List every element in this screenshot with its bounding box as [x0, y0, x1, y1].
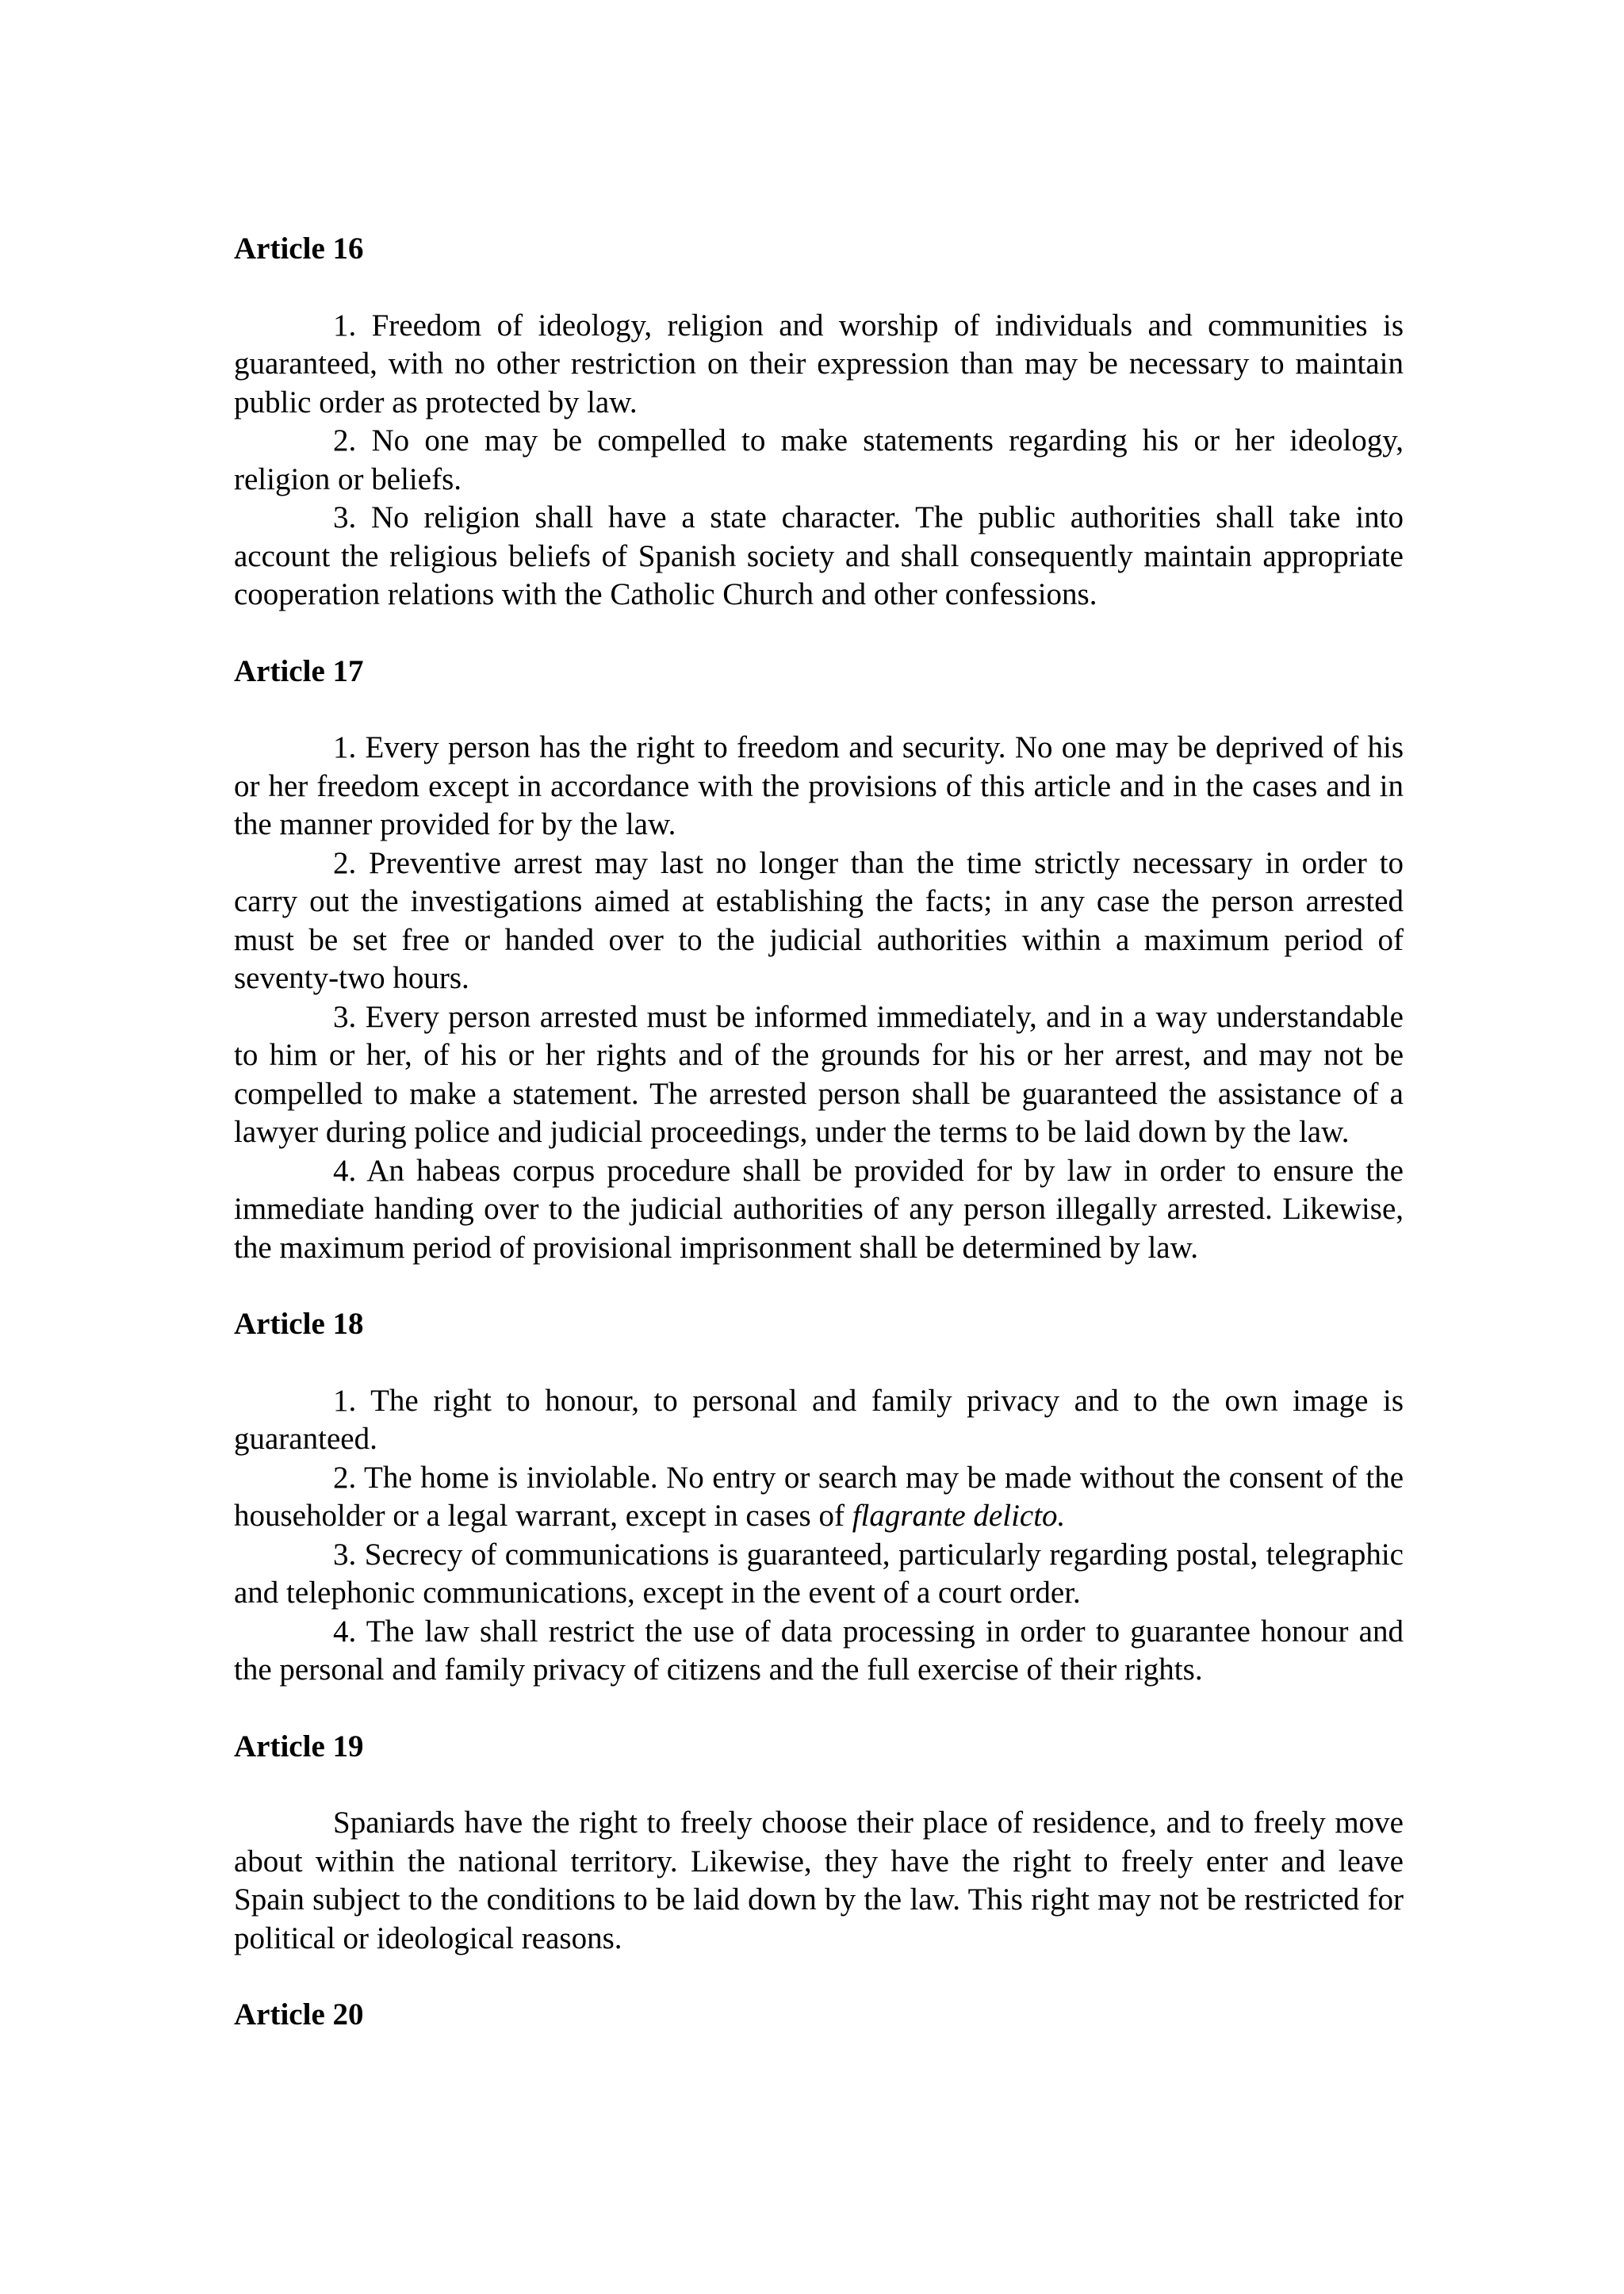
article-paragraph: 4. The law shall restrict the use of data processing in order to guarantee honour and the personal and family privacy of citizens and the full exercise of their rights. [234, 1614, 1404, 1687]
document-body [234, 230, 1404, 2073]
article-heading: Article 18 [234, 1307, 364, 1341]
article-paragraph: Spaniards have the right to freely choose their place of residence, and to freely move about within the national territory. Likewise, they have the right to freely enter and leave Spain subject to the conditions to be laid down by the law. This right may not be restricted for political or ideological reasons. [234, 1806, 1404, 1955]
article-paragraph [234, 1459, 1404, 1536]
article-paragraph: 3. No religion shall have a state character. The public authorities shall take into account the religious beliefs of Spanish society and shall consequently maintain appropriate cooperation relations with the Catholic Church and other confessions. [234, 500, 1404, 611]
article-19 [234, 1728, 1404, 1959]
article-paragraph: 2. Preventive arrest may last no longer than the time strictly necessary in order to carry out the investigations aimed at establishing the facts; in any case the person arrested must be set free or handed over to the judicial authorities within a maximum period of seventy-two hours. [234, 845, 1404, 995]
article-paragraph: 3. Secrecy of communications is guaranteed, particularly regarding postal, telegraphic and telephonic communications, except in the event of a court order. [234, 1537, 1404, 1610]
italic-phrase: flagrante delicto. [852, 1499, 1066, 1533]
article-paragraph: 1. Every person has the right to freedom and security. No one may be deprived of his or her freedom except in accordance with the provisions of this article and in the cases and in the manner provided for by the law. [234, 730, 1404, 841]
article-paragraph: 3. Every person arrested must be informed immediately, and in a way understandable to him or her, of his or her rights and of the grounds for his or her arrest, and may not be compelled to make a statement. The arrested person shall be guaranteed the assistance of a lawyer during police and judicial proceedings, under the terms to be laid down by the law. [234, 999, 1404, 1149]
article-heading: Article 17 [234, 653, 364, 688]
article-heading: Article 20 [234, 1997, 364, 2032]
article-heading: Article 16 [234, 232, 364, 266]
article-paragraph: 1. The right to honour, to personal and family privacy and to the own image is guaranteed. [234, 1383, 1404, 1456]
article-17 [234, 653, 1404, 1268]
article-paragraph-text: 2. The home is inviolable. No entry or search may be made without the consent of the householder or a legal warrant, except in cases of [234, 1460, 1404, 1533]
article-20 [234, 1996, 1404, 2035]
article-paragraph: 2. No one may be compelled to make statements regarding his or her ideology, religion or beliefs. [234, 423, 1404, 496]
article-paragraph: 1. Freedom of ideology, religion and worship of individuals and communities is guaranteed, with no other restriction on their expression than may be necessary to maintain public order as protected by law. [234, 308, 1404, 419]
article-18 [234, 1305, 1404, 1690]
article-paragraph: 4. An habeas corpus procedure shall be provided for by law in order to ensure the immediate handing over to the judicial authorities of any person illegally arrested. Likewise, the maximum period of provisional imprisonment shall be determined by law. [234, 1153, 1404, 1265]
article-heading: Article 19 [234, 1729, 364, 1764]
article-16 [234, 230, 1404, 615]
